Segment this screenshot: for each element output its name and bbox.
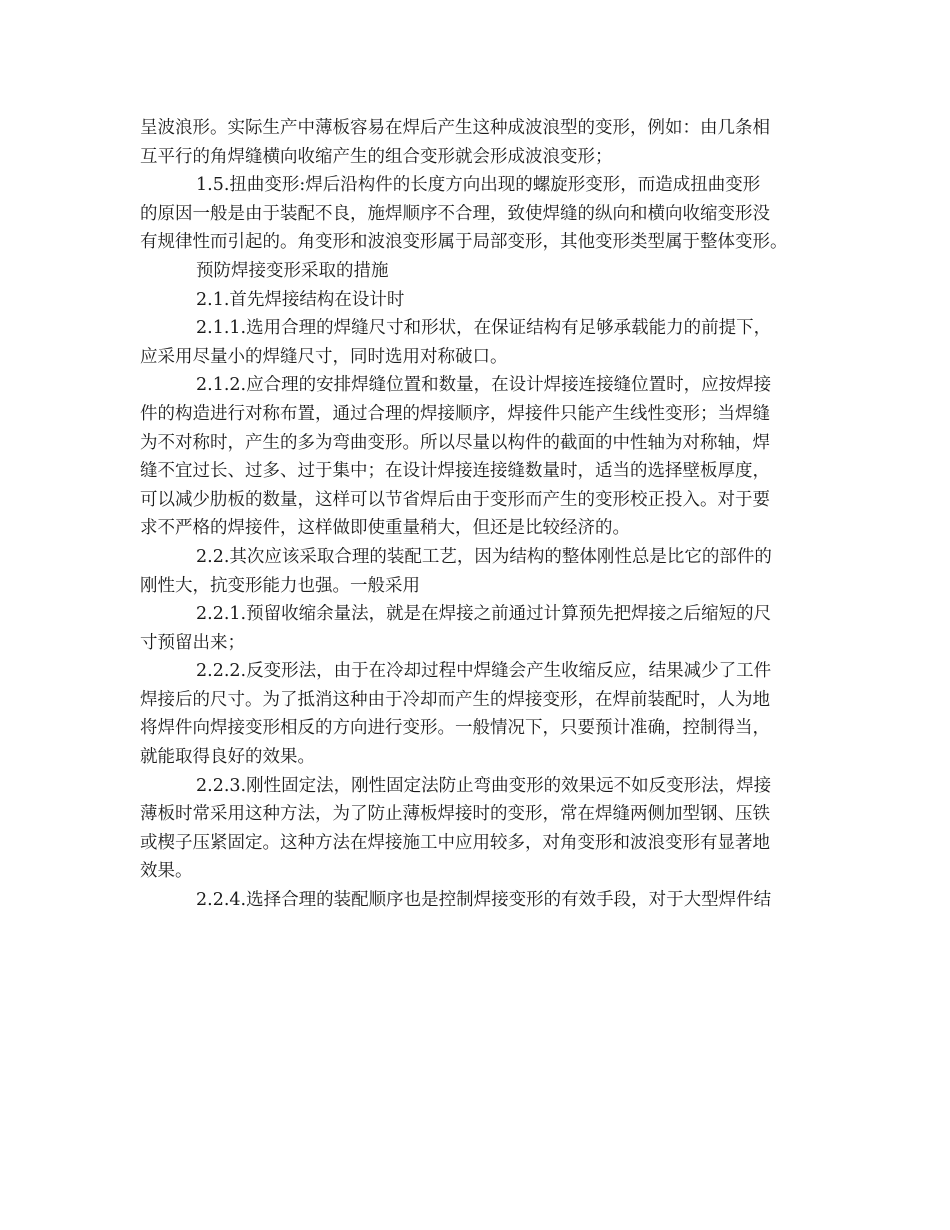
section-heading: 预防焊接变形采取的措施 — [196, 260, 389, 281]
text-line: 2.2.3.刚性固定法，刚性固定法防止弯曲变形的效果远不如反变形法，焊接 — [196, 775, 772, 796]
text-line: 焊接后的尺寸。为了抵消这种由于冷却而产生的焊接变形，在焊前装配时，人为地 — [140, 689, 770, 710]
body-text — [140, 114, 812, 915]
text-line: 或楔子压紧固定。这种方法在焊接施工中应用较多，对角变形和波浪变形有显著地 — [140, 832, 770, 853]
text-line: 寸预留出来； — [140, 632, 245, 653]
text-line: 2.2.1.预留收缩余量法，就是在焊接之前通过计算预先把焊接之后缩短的尺 — [196, 604, 772, 625]
text-line: 呈波浪形。实际生产中薄板容易在焊后产生这种成波浪型的变形，例如：由几条相 — [140, 118, 770, 138]
text-line: 求不严格的焊接件，这样做即使重量稍大，但还是比较经济的。 — [140, 518, 630, 539]
text-line: 2.2.其次应该采取合理的装配工艺，因为结构的整体刚性总是比它的部件的 — [196, 546, 772, 567]
text-line: 应采用尽量小的焊缝尺寸，同时选用对称破口。 — [140, 346, 508, 367]
text-line: 2.2.2.反变形法，由于在冷却过程中焊缝会产生收缩反应，结果减少了工件 — [196, 661, 772, 682]
text-line: 2.2.4.选择合理的装配顺序也是控制焊接变形的有效手段，对于大型焊件结 — [196, 890, 772, 911]
text-line: 1.5.扭曲变形:焊后沿构件的长度方向出现的螺旋形变形，而造成扭曲变形 — [196, 175, 761, 196]
text-line: 薄板时常采用这种方法，为了防止薄板焊接时的变形，常在焊缝两侧加型钢、压铁 — [140, 804, 770, 825]
text-line: 件的构造进行对称布置，通过合理的焊接顺序，焊接件只能产生线性变形；当焊缝 — [140, 403, 770, 424]
text-line: 将焊件向焊接变形相反的方向进行变形。一般情况下，只要预计准确，控制得当， — [140, 718, 770, 739]
text-line: 互平行的角焊缝横向收缩产生的组合变形就会形成波浪变形； — [140, 146, 613, 167]
text-line: 刚性大，抗变形能力也强。一般采用 — [140, 575, 420, 596]
text-line: 为不对称时，产生的多为弯曲变形。所以尽量以构件的截面的中性轴为对称轴，焊 — [140, 432, 770, 453]
subsection-heading: 2.1.首先焊接结构在设计时 — [196, 289, 405, 310]
text-line: 就能取得良好的效果。 — [140, 747, 315, 768]
text-line: 2.1.2.应合理的安排焊缝位置和数量，在设计焊接连接缝位置时，应按焊接 — [196, 375, 772, 396]
text-line: 2.1.1.选用合理的焊缝尺寸和形状，在保证结构有足够承载能力的前提下， — [196, 318, 772, 339]
text-line: 缝不宜过长、过多、过于集中；在设计焊接连接缝数量时，适当的选择壁板厚度， — [140, 461, 770, 482]
text-line: 的原因一般是由于装配不良，施焊顺序不合理，致使焊缝的纵向和横向收缩变形没 — [140, 203, 770, 224]
text-line: 可以减少肋板的数量，这样可以节省焊后由于变形而产生的变形校正投入。对于要 — [140, 489, 770, 510]
text-line: 效果。 — [140, 861, 193, 882]
text-line: 有规律性而引起的。角变形和波浪变形属于局部变形，其他变形类型属于整体变形。 — [140, 232, 788, 253]
